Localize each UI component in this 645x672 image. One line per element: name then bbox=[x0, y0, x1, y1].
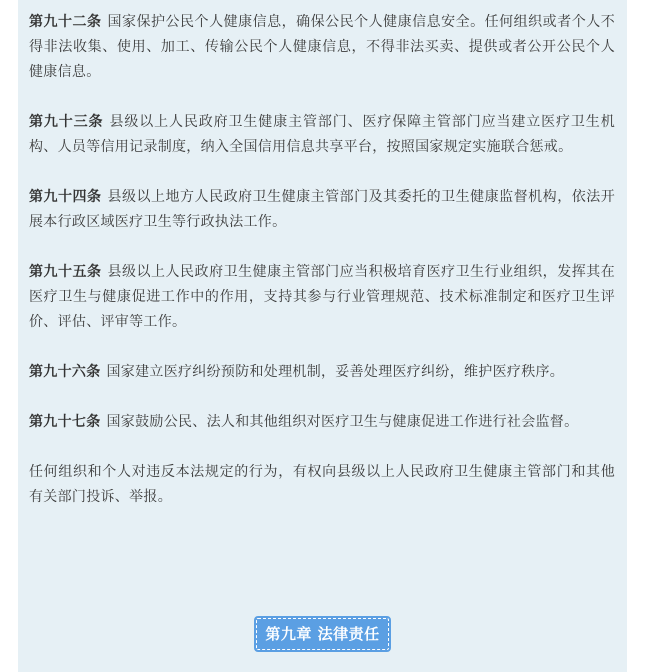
article-text: 县级以上地方人民政府卫生健康主管部门及其委托的卫生健康监督机构，依法开展本行政区域医疗卫生等行政执法工作。 bbox=[29, 189, 616, 230]
article-number: 第九十三条 bbox=[29, 114, 104, 130]
article-96 bbox=[29, 360, 615, 385]
article-92 bbox=[29, 10, 615, 85]
article-number: 第九十二条 bbox=[29, 14, 102, 30]
article-number: 第九十五条 bbox=[29, 264, 102, 280]
article-93 bbox=[29, 110, 615, 160]
closing-paragraph: 任何组织和个人对违反本法规定的行为，有权向县级以上人民政府卫生健康主管部门和其他有关部门投诉、举报。 bbox=[29, 464, 615, 505]
article-95 bbox=[29, 260, 615, 335]
article-text: 国家建立医疗纠纷预防和处理机制，妥善处理医疗纠纷，维护医疗秩序。 bbox=[106, 364, 565, 380]
chapter-heading: 第九章 法律责任 bbox=[256, 618, 388, 650]
article-text: 县级以上人民政府卫生健康主管部门应当积极培育医疗卫生行业组织，发挥其在医疗卫生与健康促进工作中的作用，支持其参与行业管理规范、技术标准制定和医疗卫生评价、评估、评审等工作。 bbox=[29, 264, 616, 330]
article-number: 第九十四条 bbox=[29, 189, 102, 205]
article-text: 国家鼓励公民、法人和其他组织对医疗卫生与健康促进工作进行社会监督。 bbox=[106, 414, 579, 430]
article-number: 第九十七条 bbox=[29, 414, 101, 430]
chapter-heading-container bbox=[0, 618, 645, 650]
article-94 bbox=[29, 185, 615, 235]
article-text: 县级以上人民政府卫生健康主管部门、医疗保障主管部门应当建立医疗卫生机构、人员等信用记录制度，纳入全国信用信息共享平台，按照国家规定实施联合惩戒。 bbox=[29, 114, 615, 155]
article-body bbox=[29, 10, 615, 535]
article-97 bbox=[29, 410, 615, 435]
article-text: 国家保护公民个人健康信息，确保公民个人健康信息安全。任何组织或者个人不得非法收集、使用、加工、传输公民个人健康信息，不得非法买卖、提供或者公开公民个人健康信息。 bbox=[29, 14, 616, 80]
article-number: 第九十六条 bbox=[29, 364, 101, 380]
